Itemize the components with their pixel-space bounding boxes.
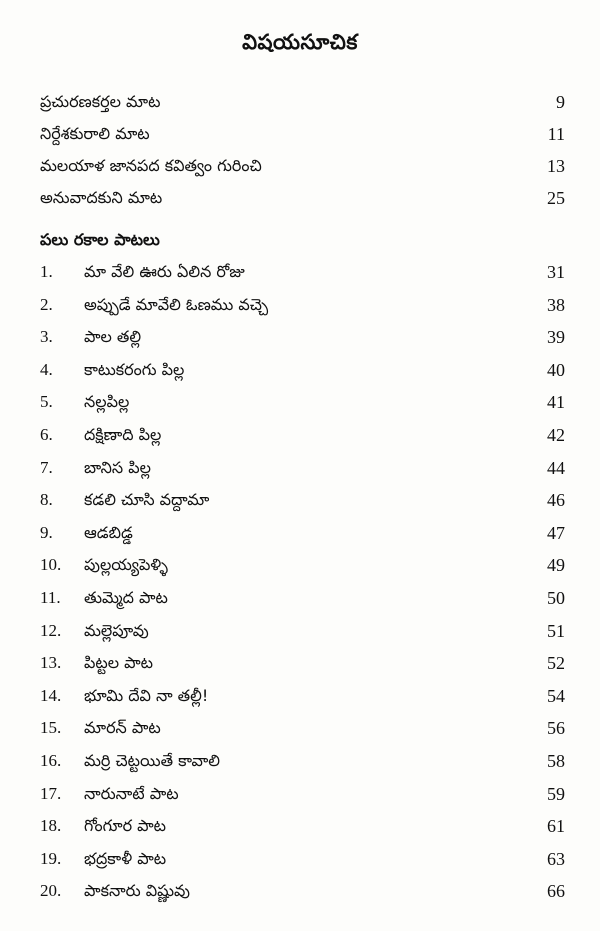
toc-item-label: అప్పుడే మావేలి ఓణము వచ్చె xyxy=(84,294,269,314)
toc-item-number: 9. xyxy=(40,522,53,542)
toc-item-page: 41 xyxy=(547,392,565,413)
toc-item-number: 17. xyxy=(40,783,62,803)
toc-item-page: 66 xyxy=(547,881,565,902)
toc-item-label: పాల తల్లి xyxy=(84,327,142,347)
toc-item-label: భద్రకాళీ పాట xyxy=(84,848,167,868)
toc-item-label: గోంగూర పాట xyxy=(84,816,167,836)
toc-item xyxy=(40,647,565,680)
toc-item-number: 13. xyxy=(40,653,62,673)
toc-item-label: పుల్లయ్యపెళ్ళి xyxy=(84,555,168,575)
toc-item-number: 16. xyxy=(40,750,62,770)
toc-entry-label: మలయాళ జానపద కవిత్వం గురించి xyxy=(40,156,262,175)
toc-entry-label: నిర్దేశకురాలి మాట xyxy=(40,124,150,143)
toc-item-page: 49 xyxy=(547,555,565,576)
toc-item-label: పిట్టల పాట xyxy=(84,653,154,673)
toc-entry-page: 13 xyxy=(547,156,565,176)
toc-item xyxy=(40,452,565,485)
toc-item-page: 40 xyxy=(547,359,565,380)
toc-item xyxy=(40,549,565,582)
toc-item xyxy=(40,484,565,517)
toc-item xyxy=(40,386,565,419)
toc-item-page: 63 xyxy=(547,848,565,869)
toc-item-number: 15. xyxy=(40,718,62,738)
toc-entry-label: అనువాదకుని మాట xyxy=(40,188,163,207)
toc-item-number: 11. xyxy=(40,587,61,607)
toc-item-page: 61 xyxy=(547,816,565,837)
toc-item-page: 59 xyxy=(547,783,565,804)
toc-item xyxy=(40,321,565,354)
toc-item-number: 10. xyxy=(40,555,62,575)
toc-item xyxy=(40,680,565,713)
toc-entry xyxy=(40,118,565,150)
toc-entry xyxy=(40,182,565,214)
toc-item xyxy=(40,745,565,778)
toc-item-page: 52 xyxy=(547,653,565,674)
toc-item-page: 50 xyxy=(547,587,565,608)
toc-item-page: 38 xyxy=(547,294,565,315)
toc-item-number: 2. xyxy=(40,294,53,314)
toc-item-label: నారునాటే పాట xyxy=(84,783,179,803)
toc-item xyxy=(40,517,565,550)
toc-item-label: మల్లెపూవు xyxy=(84,620,149,640)
toc-item-number: 19. xyxy=(40,848,62,868)
toc-entry-page: 25 xyxy=(547,188,565,208)
toc-item-page: 44 xyxy=(547,457,565,478)
toc-item-number: 12. xyxy=(40,620,62,640)
toc-item-number: 8. xyxy=(40,490,53,510)
toc-item xyxy=(40,810,565,843)
toc-item xyxy=(40,778,565,811)
toc-item xyxy=(40,875,565,908)
toc-item-number: 7. xyxy=(40,457,53,477)
page-title: విషయసూచిక xyxy=(242,30,358,54)
toc-item-page: 58 xyxy=(547,750,565,771)
toc-item-label: కాటుకరంగు పిల్ల xyxy=(84,359,185,379)
toc-item-label: నల్లపిల్ల xyxy=(84,392,130,412)
toc-item-page: 39 xyxy=(547,327,565,348)
toc-item-page: 47 xyxy=(547,522,565,543)
toc-item xyxy=(40,843,565,876)
toc-item xyxy=(40,615,565,648)
toc-item-page: 51 xyxy=(547,620,565,641)
toc-item-label: మా వేలి ఊరు ఏలిన రోజు xyxy=(84,262,245,281)
toc-item-number: 20. xyxy=(40,881,62,901)
toc-item-label: పాకనారు విష్ణువు xyxy=(84,881,190,901)
toc-item-label: ఆడబిడ్డ xyxy=(84,522,133,542)
toc-item-page: 54 xyxy=(547,685,565,706)
toc-item-label: దక్షిణాది పిల్ల xyxy=(84,424,162,444)
toc-entry-page: 9 xyxy=(556,92,565,112)
toc-item xyxy=(40,289,565,322)
toc-item-label: భూమి దేవి నా తల్లీ! xyxy=(84,685,209,705)
toc-item-number: 4. xyxy=(40,359,53,379)
toc-item-label: కడలి చూసి వద్దామా xyxy=(84,490,210,510)
song-list xyxy=(40,256,565,908)
toc-item-label: మారన్ పాట xyxy=(84,718,161,738)
toc-item-label: తుమ్మెద పాట xyxy=(84,587,168,607)
toc-item xyxy=(40,256,565,289)
toc-item xyxy=(40,354,565,387)
toc-item-page: 56 xyxy=(547,718,565,739)
toc-item-number: 1. xyxy=(40,262,53,281)
toc-item-number: 3. xyxy=(40,327,53,347)
toc-item-label: బానిస పిల్ల xyxy=(84,457,151,477)
toc-entry xyxy=(40,150,565,182)
toc-item xyxy=(40,419,565,452)
toc-entry xyxy=(40,86,565,118)
toc-item xyxy=(40,582,565,615)
toc-item-number: 18. xyxy=(40,816,62,836)
toc-item-number: 5. xyxy=(40,392,53,412)
toc-item-page: 31 xyxy=(547,262,565,282)
toc-item-label: మర్రి చెట్టయితే కావాలి xyxy=(84,750,220,770)
toc-item-number: 14. xyxy=(40,685,62,705)
toc-item xyxy=(40,712,565,745)
toc-item-number: 6. xyxy=(40,424,53,444)
toc-item-page: 42 xyxy=(547,424,565,445)
front-matter-list xyxy=(40,86,565,214)
section-heading: పలు రకాల పాటలు xyxy=(40,230,160,249)
toc-entry-page: 11 xyxy=(547,124,565,144)
toc-item-page: 46 xyxy=(547,490,565,511)
toc-entry-label: ప్రచురణకర్తల మాట xyxy=(40,92,161,111)
